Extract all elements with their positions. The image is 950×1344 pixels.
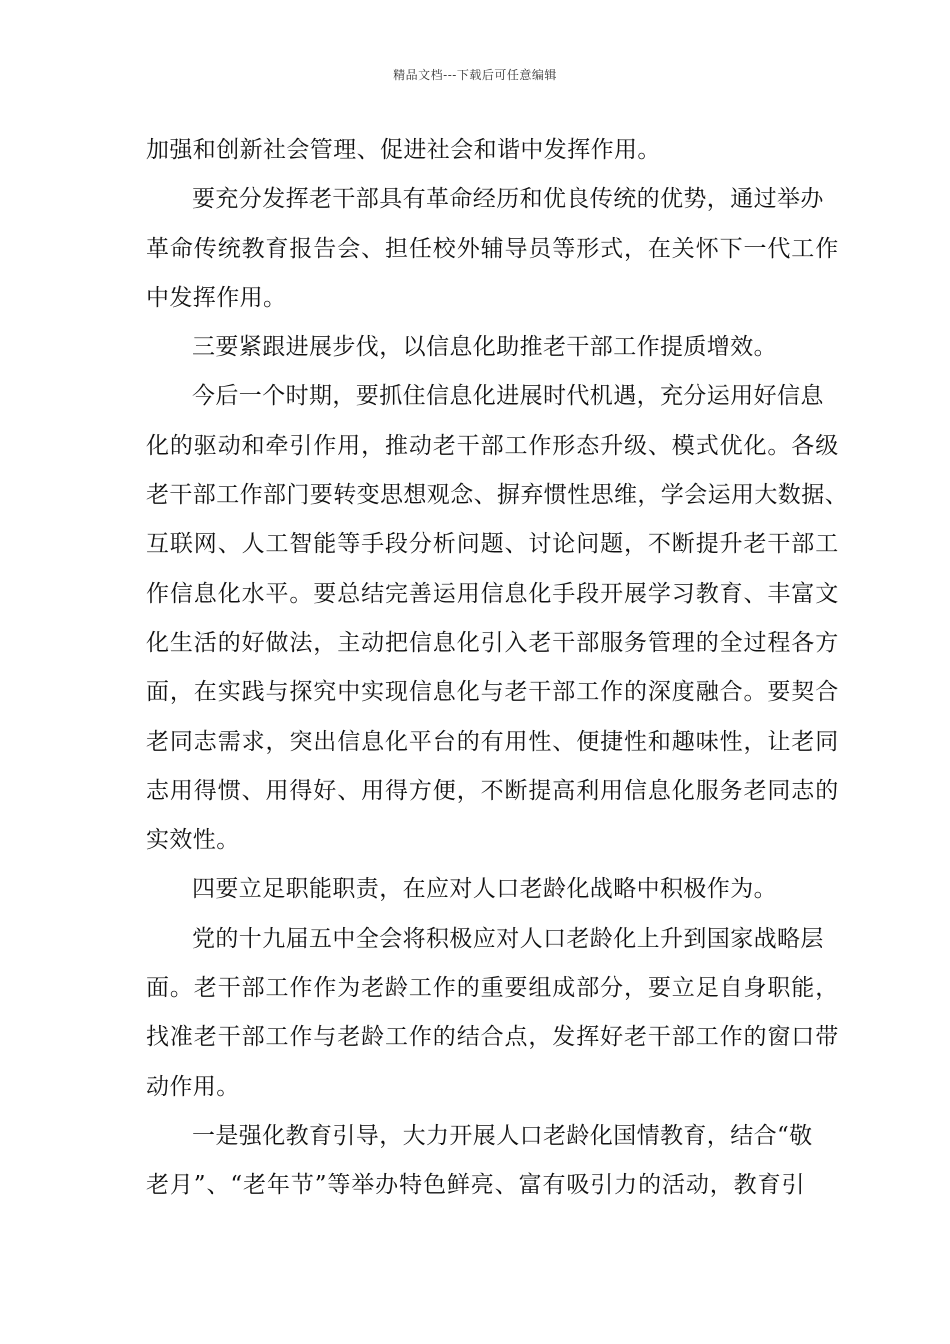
text-line: 志用得惯、用得好、用得方便，不断提高利用信息化服务老同志的 bbox=[146, 777, 840, 804]
text-line: 老同志需求，突出信息化平台的有用性、便捷性和趣味性，让老同 bbox=[146, 728, 840, 755]
text-line: 要充分发挥老干部具有革命经历和优良传统的优势，通过举办 bbox=[192, 186, 824, 213]
text-line: 面。老干部工作作为老龄工作的重要组成部分，要立足自身职能， bbox=[146, 975, 840, 1002]
text-line: 四要立足职能职责，在应对人口老龄化战略中积极作为。 bbox=[192, 876, 777, 903]
document-body bbox=[146, 126, 848, 1211]
text-line: 中发挥作用。 bbox=[146, 284, 287, 311]
text-line: 互联网、人工智能等手段分析问题、讨论问题，不断提升老干部工 bbox=[146, 531, 840, 558]
text-line: 实效性。 bbox=[146, 827, 240, 854]
text-line: 化生活的好做法，主动把信息化引入老干部服务管理的全过程各方 bbox=[146, 629, 840, 656]
text-line: 一是强化教育引导，大力开展人口老龄化国情教育，结合“敬 bbox=[192, 1122, 813, 1149]
text-line: 作信息化水平。要总结完善运用信息化手段开展学习教育、丰富文 bbox=[146, 580, 840, 607]
text-line: 三要紧跟进展步伐，以信息化助推老干部工作提质增效。 bbox=[192, 334, 777, 361]
text-line: 老月”、“老年节”等举办特色鲜亮、富有吸引力的活动，教育引 bbox=[146, 1172, 806, 1199]
text-line: 老干部工作部门要转变思想观念、摒弃惯性思维，学会运用大数据、 bbox=[146, 482, 848, 509]
text-line: 党的十九届五中全会将积极应对人口老龄化上升到国家战略层 bbox=[192, 925, 824, 952]
page-header: 精品文档---下载后可任意编辑 bbox=[393, 68, 557, 82]
text-line: 化的驱动和牵引作用，推动老干部工作形态升级、模式优化。各级 bbox=[146, 432, 840, 459]
text-line: 加强和创新社会管理、促进社会和谐中发挥作用。 bbox=[146, 137, 661, 163]
text-line: 动作用。 bbox=[146, 1073, 240, 1100]
text-line: 今后一个时期，要抓住信息化进展时代机遇，充分运用好信息 bbox=[192, 383, 824, 410]
text-line: 革命传统教育报告会、担任校外辅导员等形式，在关怀下一代工作 bbox=[146, 235, 840, 262]
text-line: 找准老干部工作与老龄工作的结合点，发挥好老干部工作的窗口带 bbox=[146, 1024, 840, 1051]
text-line: 面，在实践与探究中实现信息化与老干部工作的深度融合。要契合 bbox=[146, 679, 840, 706]
